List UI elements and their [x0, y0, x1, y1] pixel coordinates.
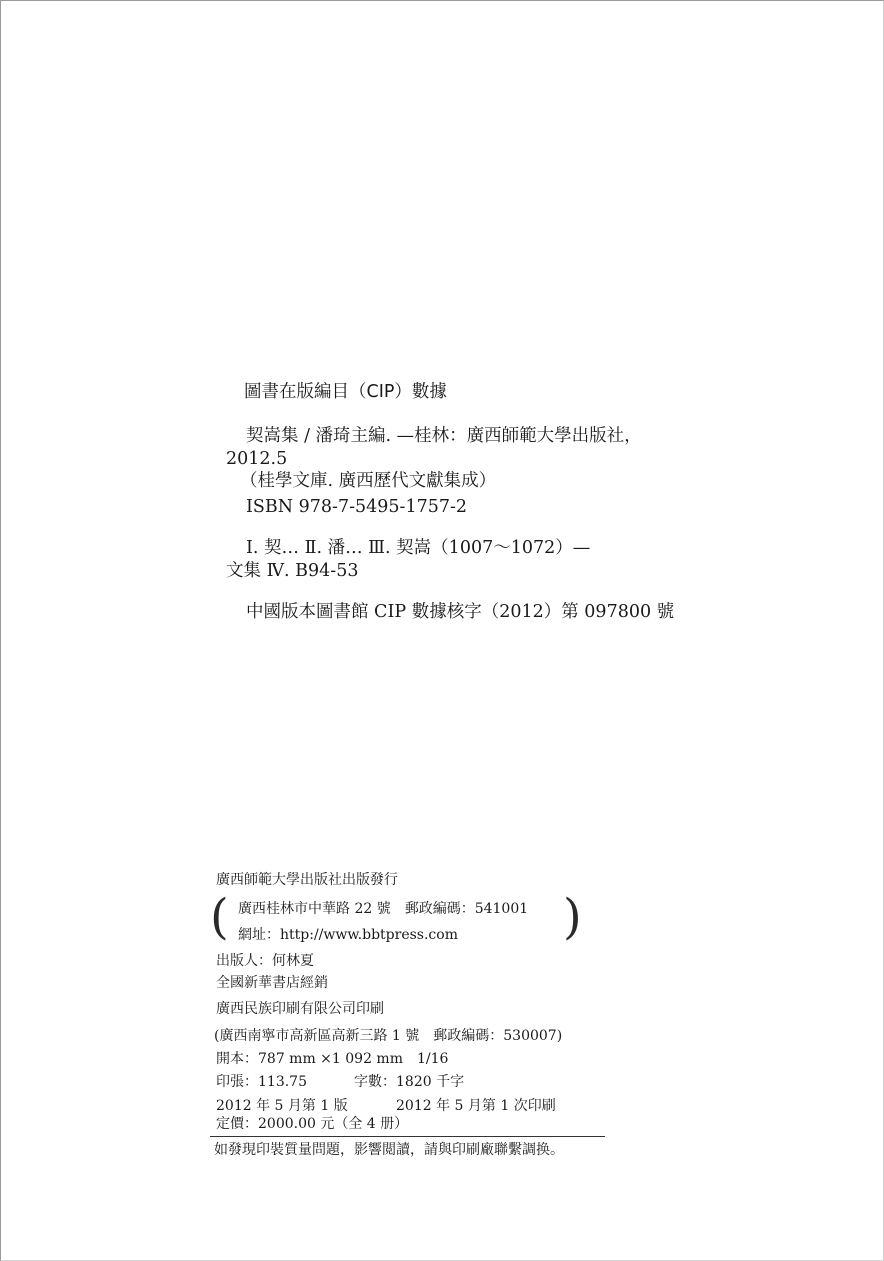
imprint-price: 定價：2000.00 元（全 4 册） — [216, 1116, 409, 1132]
cip-line-isbn: ISBN 978-7-5495-1757-2 — [246, 497, 468, 517]
cip-line-series: （桂學文庫. 廣西歷代文獻集成） — [240, 471, 497, 491]
divider-rule — [210, 1136, 605, 1137]
imprint-printer-address: (廣西南寧市高新區高新三路 1 號 郵政編碼：530007) — [214, 1028, 563, 1044]
cip-line-date: 2012.5 — [226, 449, 288, 469]
imprint-printer: 廣西民族印刷有限公司印刷 — [216, 1001, 384, 1017]
cip-heading: 圖書在版編目（CIP）數據 — [244, 382, 447, 402]
imprint-format: 開本：787 mm ×1 092 mm 1/16 — [216, 1051, 449, 1067]
cip-line-subjects: Ⅰ. 契… Ⅱ. 潘… Ⅲ. 契嵩（1007～1072）— — [246, 538, 591, 558]
imprint-distributor: 全國新華書店經銷 — [216, 975, 328, 991]
imprint-publisher: 廣西師範大學出版社出版發行 — [216, 872, 398, 888]
imprint-chief-publisher: 出版人：何林夏 — [216, 953, 314, 969]
imprint-printing: 2012 年 5 月第 1 次印刷 — [396, 1098, 556, 1114]
imprint-notice: 如發現印裝質量問題，影響閲讀，請與印刷廠聯繫調换。 — [214, 1142, 564, 1158]
right-bracket: ) — [563, 889, 582, 945]
cip-line-classification: 文集 Ⅳ. B94-53 — [226, 561, 359, 581]
cip-line-record-number: 中國版本圖書館 CIP 數據核字（2012）第 097800 號 — [246, 602, 675, 622]
imprint-word-count: 字數：1820 千字 — [354, 1074, 465, 1090]
left-bracket: ( — [210, 889, 229, 945]
imprint-website: 網址：http://www.bbtpress.com — [238, 927, 458, 943]
imprint-sheets: 印張：113.75 — [216, 1074, 307, 1090]
imprint-edition: 2012 年 5 月第 1 版 — [216, 1098, 348, 1114]
cip-line-title-editor-publisher: 契嵩集 / 潘琦主編. —桂林：廣西師範大學出版社， — [246, 426, 642, 446]
imprint-address: 廣西桂林市中華路 22 號 郵政編碼：541001 — [238, 901, 529, 917]
